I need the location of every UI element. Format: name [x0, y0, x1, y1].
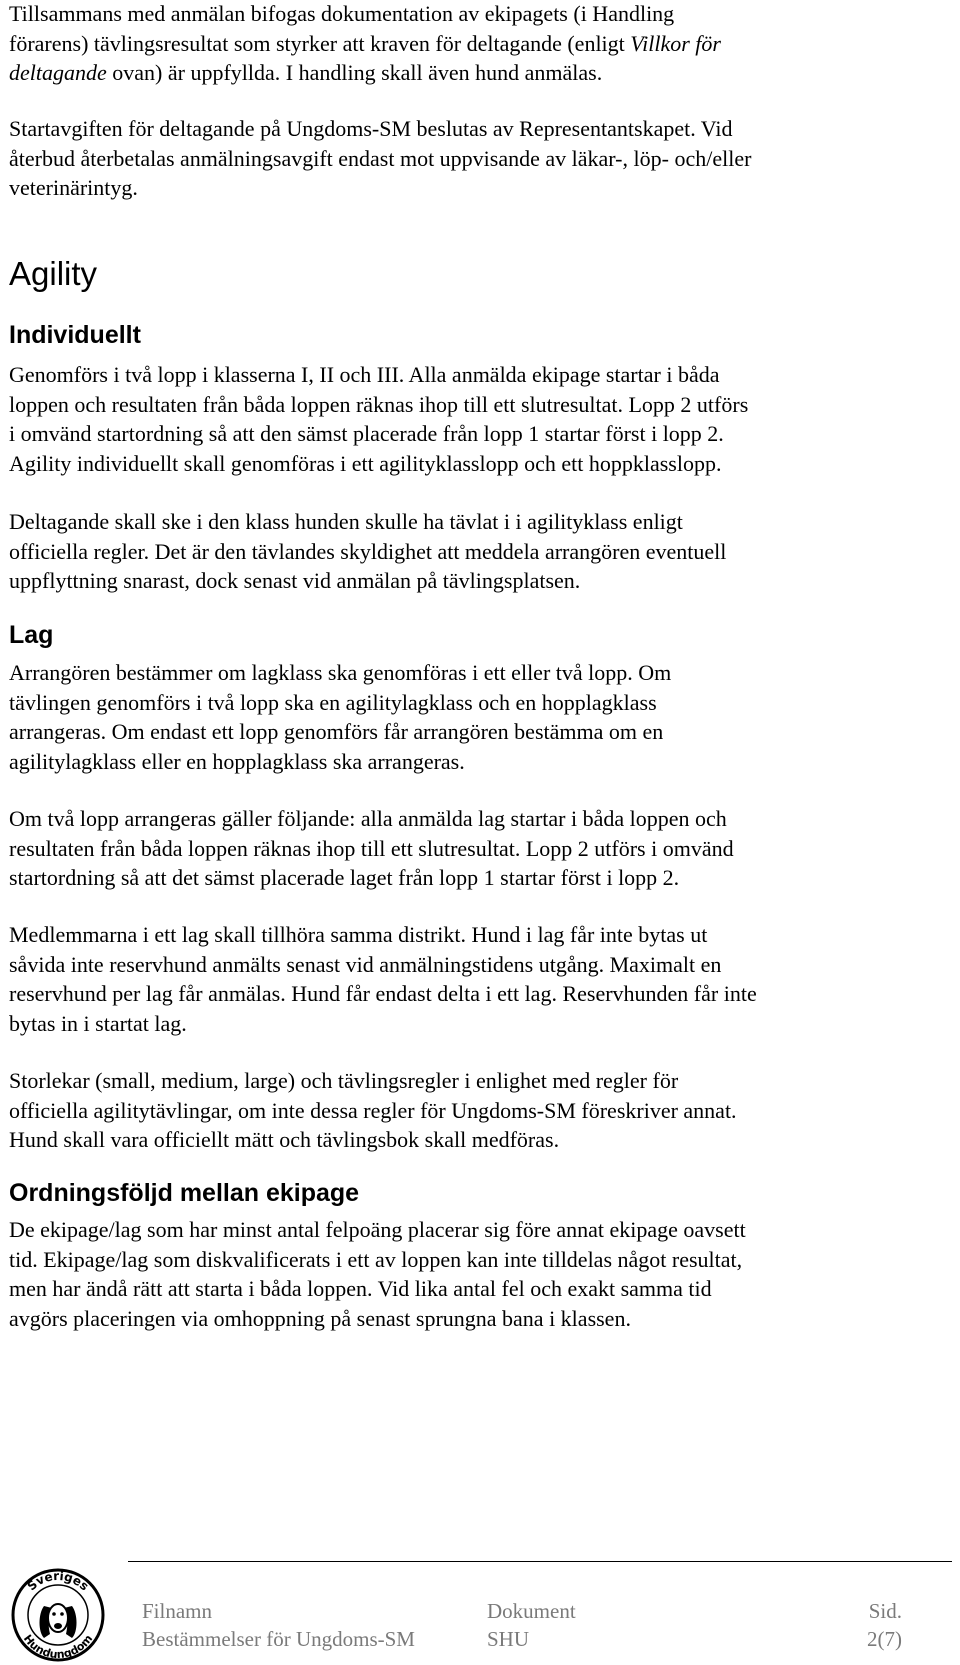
individuellt-paragraph-1: [9, 360, 748, 478]
text-line: Storlekar (small, medium, large) och tävlingsregler i enlighet med regler för: [9, 1068, 679, 1093]
logo-text-bottom: Hundungdom: [20, 1632, 96, 1662]
text-line: Arrangören bestämmer om lagklass ska genomföras i ett eller två lopp. Om: [9, 660, 672, 685]
subheading-individuellt: Individuellt: [9, 321, 141, 349]
intro-paragraph-2: [9, 114, 751, 203]
text-line: men har ändå rätt att starta i båda loppen. Vid lika antal fel och exakt samma tid: [9, 1276, 712, 1301]
subheading-lag: Lag: [9, 621, 54, 649]
footer-sid-value: 2(7): [867, 1627, 902, 1651]
text-line: tävlingen genomförs i två lopp ska en agilitylagklass och en hopplagklass: [9, 689, 657, 715]
text-line: Tillsammans med anmälan bifogas dokumentation av ekipagets (i Handling: [9, 1, 675, 26]
text-line: Medlemmarna i ett lag skall tillhöra samma distrikt. Hund i lag får inte bytas ut: [9, 922, 708, 947]
text-line: [9, 58, 721, 88]
ordning-paragraph-1: [9, 1215, 746, 1333]
text-line: Hund skall vara officiellt mätt och tävlingsbok skall medföras.: [9, 1127, 560, 1152]
logo-text-top: Sveriges: [24, 1568, 92, 1594]
footer-sid-label: Sid.: [868, 1599, 902, 1623]
footer-dokument-label: Dokument: [487, 1599, 576, 1623]
text-line: Genomförs i två lopp i klasserna I, II och III. Alla anmälda ekipage startar i båda: [9, 362, 720, 387]
text-line: officiella agilitytävlingar, om inte dessa regler för Ungdoms-SM föreskriver annat.: [9, 1097, 737, 1123]
lag-paragraph-4: [9, 1066, 737, 1155]
text-line: resultaten från båda loppen räknas ihop till ett slutresultat. Lopp 2 utförs i omvänd: [9, 835, 734, 861]
text-line: officiella regler. Det är den tävlandes skyldighet att meddela arrangören eventuell: [9, 538, 727, 564]
lag-paragraph-3: [9, 920, 757, 1038]
text-line: Agility individuellt skall genomföras i ett agilityklasslopp och ett hoppklasslopp.: [9, 450, 722, 476]
text-line: uppflyttning snarast, dock senast vid anmälan på tävlingsplatsen.: [9, 568, 581, 593]
text-line: återbud återbetalas anmälningsavgift endast mot uppvisande av läkar-, löp- och/eller: [9, 145, 752, 171]
text-span: ovan) är uppfyllda. I handling skall även hund anmälas.: [106, 60, 603, 85]
text-line: Om två lopp arrangeras gäller följande: alla anmälda lag startar i båda loppen och: [9, 806, 727, 831]
text-line: såvida inte reservhund anmälts senast vid anmälningstidens utgång. Maximalt en: [9, 951, 722, 977]
text-line: i omvänd startordning så att den sämst placerade från lopp 1 startar först i lopp 2.: [9, 421, 724, 446]
text-line: agilitylagklass eller en hopplagklass ska arrangeras.: [9, 748, 465, 774]
individuellt-paragraph-2: [9, 507, 726, 596]
text-line: Startavgiften för deltagande på Ungdoms-SM beslutas av Representantskapet. Vid: [9, 116, 733, 141]
text-line: bytas in i startat lag.: [9, 1010, 187, 1036]
footer-divider: [128, 1561, 952, 1562]
italic-reference: deltagande: [9, 60, 107, 85]
italic-reference: Villkor för: [630, 30, 721, 56]
footer-filnamn-value: Bestämmelser för Ungdoms-SM: [142, 1627, 415, 1651]
text-line: loppen och resultaten från båda loppen räknas ihop till ett slutresultat. Lopp 2 utförs: [9, 391, 749, 417]
text-line: [9, 29, 721, 59]
text-line: avgörs placeringen via omhoppning på senast sprungna bana i klassen.: [9, 1305, 631, 1331]
text-line: arrangeras. Om endast ett lopp genomförs får arrangören bestämma om en: [9, 719, 664, 744]
text-line: Deltagande skall ske i den klass hunden skulle ha tävlat i i agilityklass enligt: [9, 509, 683, 534]
text-span: förarens) tävlingsresultat som styrker att kraven för deltagande (enligt: [9, 30, 631, 56]
sveriges-hundungdom-logo: [8, 1566, 108, 1662]
text-line: reservhund per lag får anmälas. Hund får endast delta i ett lag. Reservhunden får inte: [9, 981, 757, 1006]
section-title-agility: Agility: [9, 255, 98, 292]
footer-dokument-value: SHU: [487, 1627, 530, 1651]
lag-paragraph-2: [9, 804, 734, 893]
intro-paragraph-1: [9, 0, 721, 88]
text-line: startordning så att det sämst placerade laget från lopp 1 startar först i lopp 2.: [9, 865, 680, 890]
text-line: De ekipage/lag som har minst antal felpoäng placerar sig före annat ekipage oavsett: [9, 1217, 746, 1242]
subheading-ordningsfoljd: Ordningsföljd mellan ekipage: [9, 1179, 360, 1207]
lag-paragraph-1: [9, 658, 671, 776]
text-line: veterinärintyg.: [9, 175, 138, 200]
text-line: tid. Ekipage/lag som diskvalificerats i ett av loppen kan inte tilldelas något resultat,: [9, 1246, 743, 1272]
footer-filnamn-label: Filnamn: [142, 1599, 213, 1623]
